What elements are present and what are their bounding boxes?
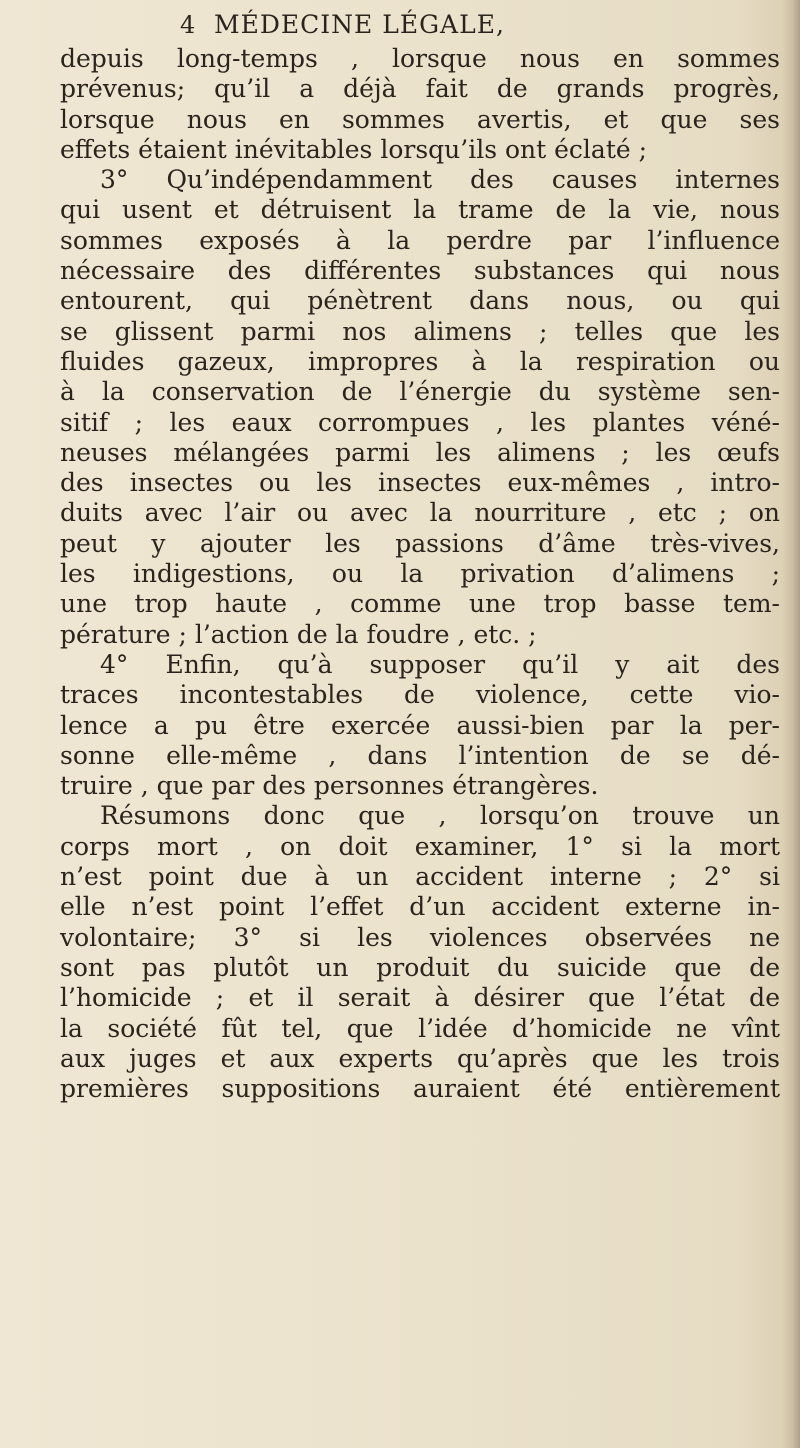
text-line: sommes exposés à la perdre par l’influence xyxy=(60,225,780,255)
text-line: n’est point due à un accident interne ; 2° si xyxy=(60,862,780,892)
text-line: qui usent et détruisent la trame de la vie, nous xyxy=(60,195,780,225)
text-line: entourent, qui pénètrent dans nous, ou qui xyxy=(60,286,780,316)
text-line: effets étaient inévitables lorsqu’ils ont éclaté ; xyxy=(60,134,648,164)
text-line: corps mort , on doit examiner, 1° si la mort xyxy=(60,831,780,861)
body-text xyxy=(60,44,780,1104)
text-line: depuis long-temps , lorsque nous en sommes xyxy=(60,44,780,73)
text-line: Résumons donc que , lorsqu’on trouve un xyxy=(100,801,780,831)
text-line: premières suppositions auraient été entièrement xyxy=(60,1074,780,1104)
text-line: nécessaire des différentes substances qui nous xyxy=(60,256,780,286)
text-line: des insectes ou les insectes eux-mêmes , intro- xyxy=(60,468,780,498)
text-line: à la conservation de l’énergie du système sen- xyxy=(60,377,780,407)
text-line: traces incontestables de violence, cette vio- xyxy=(60,680,780,710)
text-line: elle n’est point l’effet d’un accident externe in- xyxy=(60,892,780,922)
text-line: duits avec l’air ou avec la nourriture , etc ; on xyxy=(60,498,780,528)
page-header xyxy=(180,8,740,42)
text-line: truire , que par des personnes étrangères. xyxy=(60,771,599,801)
text-line: l’homicide ; et il serait à désirer que l’état de xyxy=(60,983,780,1013)
page-number: 4 xyxy=(180,11,196,39)
text-line: neuses mélangées parmi les alimens ; les œufs xyxy=(60,437,780,467)
text-line: la société fût tel, que l’idée d’homicide ne vînt xyxy=(60,1013,780,1043)
text-line: une trop haute , comme une trop basse tem- xyxy=(60,589,780,619)
text-line: volontaire; 3° si les violences observées ne xyxy=(60,922,780,952)
text-line: sitif ; les eaux corrompues , les plantes véné- xyxy=(60,407,780,437)
text-line: se glissent parmi nos alimens ; telles que les xyxy=(60,316,780,346)
page-edge-shadow xyxy=(782,0,800,1448)
text-line: les indigestions, ou la privation d’alimens ; xyxy=(60,559,780,589)
text-line: lorsque nous en sommes avertis, et que ses xyxy=(60,104,780,134)
text-line: 4° Enfin, qu’à supposer qu’il y ait des xyxy=(100,649,780,679)
text-line: sonne elle-même , dans l’intention de se dé- xyxy=(60,740,780,770)
text-line: sont pas plutôt un produit du suicide que de xyxy=(60,952,780,982)
running-title: MÉDECINE LÉGALE, xyxy=(214,10,505,39)
text-line: aux juges et aux experts qu’après que les trois xyxy=(60,1043,780,1073)
text-line: lence a pu être exercée aussi-bien par la per- xyxy=(60,710,780,740)
text-line: 3° Qu’indépendamment des causes internes xyxy=(100,165,780,195)
text-line: prévenus; qu’il a déjà fait de grands progrès, xyxy=(60,74,780,104)
text-line: peut y ajouter les passions d’âme très-vives, xyxy=(60,528,780,558)
text-line: pérature ; l’action de la foudre , etc. ; xyxy=(60,619,537,649)
text-line: fluides gazeux, impropres à la respiration ou xyxy=(60,346,780,376)
